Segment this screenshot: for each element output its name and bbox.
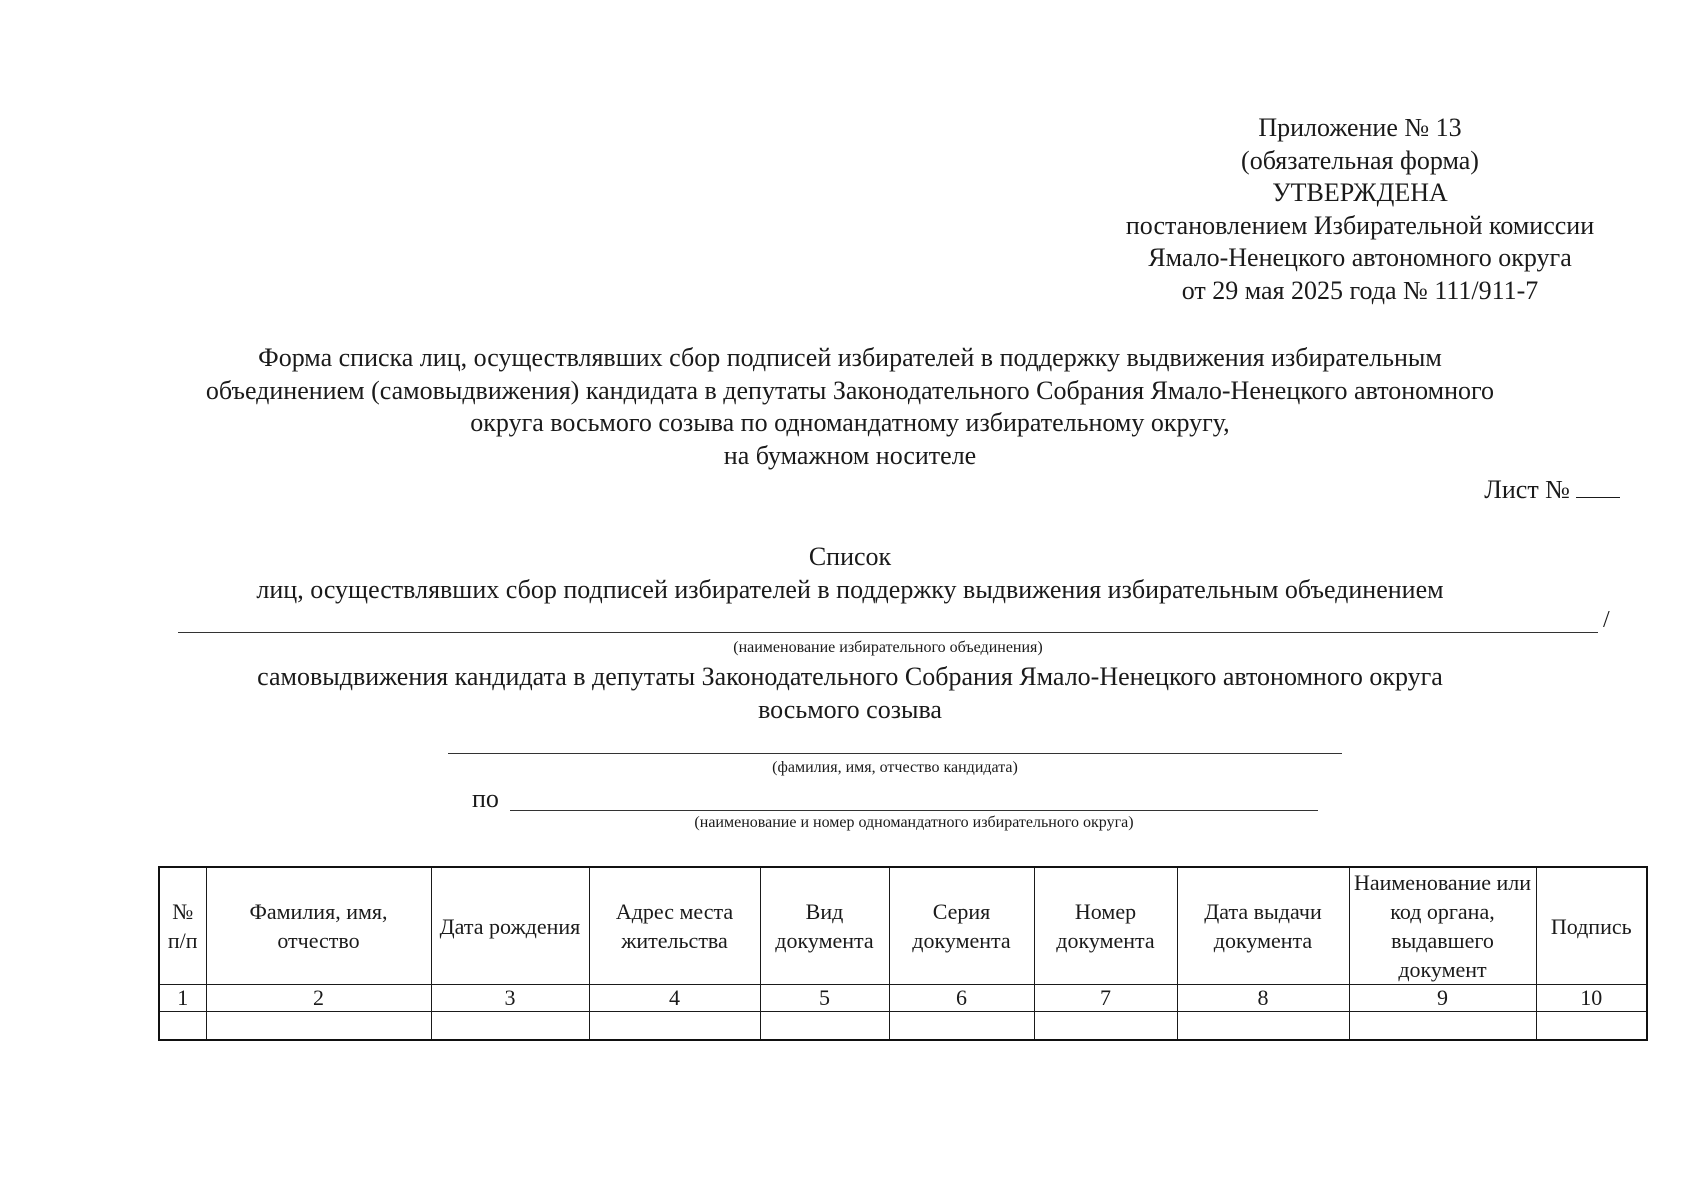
- list-title: Список: [808, 542, 892, 571]
- column-header-signature: Подпись: [1536, 867, 1647, 985]
- approval-block: [1080, 112, 1640, 307]
- table-header-row: [159, 867, 1647, 985]
- form-title-line-2: объединением (самовыдвижения) кандидата в депутаты Законодательного Собрания Ямало-Ненецкого автономного: [205, 375, 1495, 405]
- district-name-line[interactable]: [510, 810, 1318, 811]
- approved-label: УТВЕРЖДЕНА: [1272, 178, 1448, 207]
- column-number: 2: [206, 985, 431, 1012]
- empty-cell-issue-date[interactable]: [1177, 1012, 1349, 1041]
- column-header-document-type: Вид документа: [760, 867, 889, 985]
- region-line: Ямало-Ненецкого автономного округа: [1148, 243, 1572, 272]
- form-title-line-3: округа восьмого созыва по одномандатному избирательному округу,: [470, 408, 1230, 437]
- self-nomination-text: [150, 660, 1550, 726]
- column-number: 9: [1349, 985, 1536, 1012]
- column-number: 5: [760, 985, 889, 1012]
- column-number: 8: [1177, 985, 1349, 1012]
- form-title-line-4: на бумажном носителе: [723, 440, 977, 470]
- self-nomination-line-1: самовыдвижения кандидата в депутаты Законодательного Собрания Ямало-Ненецкого автономного округа: [257, 662, 1443, 691]
- empty-cell-issuing-authority[interactable]: [1349, 1012, 1536, 1041]
- column-header-birth-date: Дата рождения: [431, 867, 589, 985]
- self-nomination-line-2: восьмого созыва: [758, 695, 942, 724]
- district-name-caption: (наименование и номер одномандатного избирательного округа): [694, 814, 1134, 831]
- empty-cell-document-number[interactable]: [1034, 1012, 1177, 1041]
- sheet-number-label: Лист №: [1484, 475, 1570, 504]
- resolution-line: постановлением Избирательной комиссии: [1125, 210, 1595, 240]
- column-header-number: № п/п: [159, 867, 206, 985]
- sheet-number: [1380, 474, 1620, 506]
- empty-cell-signature[interactable]: [1536, 1012, 1647, 1041]
- candidate-name-caption: (фамилия, имя, отчество кандидата): [772, 759, 1018, 776]
- signers-table: [158, 866, 1648, 1041]
- association-name-line[interactable]: [178, 632, 1598, 633]
- candidate-name-line[interactable]: [448, 753, 1342, 754]
- column-number: 7: [1034, 985, 1177, 1012]
- column-number: 3: [431, 985, 589, 1012]
- empty-cell-address[interactable]: [589, 1012, 760, 1041]
- column-number-row: [159, 985, 1647, 1012]
- form-title-line-1: Форма списка лиц, осуществлявших сбор подписей избирателей в поддержку выдвижения избирательным: [258, 343, 1442, 372]
- empty-cell-document-type[interactable]: [760, 1012, 889, 1041]
- list-subtitle: лиц, осуществлявших сбор подписей избирателей в поддержку выдвижения избирательным объединением: [256, 575, 1444, 604]
- mandatory-form-note: (обязательная форма): [1241, 145, 1479, 175]
- column-number: 10: [1536, 985, 1647, 1012]
- sheet-number-blank[interactable]: [1576, 475, 1620, 498]
- empty-cell-document-series[interactable]: [889, 1012, 1034, 1041]
- column-number: 6: [889, 985, 1034, 1012]
- column-number: 1: [159, 985, 206, 1012]
- column-number: 4: [589, 985, 760, 1012]
- column-header-full-name: Фамилия, имя, отчество: [206, 867, 431, 985]
- column-header-issue-date: Дата выдачи документа: [1177, 867, 1349, 985]
- column-header-issuing-authority: Наименование или код органа, выдавшего документ: [1349, 867, 1536, 985]
- form-title: [150, 342, 1550, 472]
- po-label: по: [472, 784, 499, 813]
- empty-cell-number[interactable]: [159, 1012, 206, 1041]
- slash-separator: /: [1603, 607, 1610, 633]
- appendix-number: Приложение № 13: [1258, 113, 1462, 142]
- table-row: [159, 1012, 1647, 1041]
- association-name-caption: (наименование избирательного объединения): [733, 639, 1043, 656]
- column-header-document-series: Серия документа: [889, 867, 1034, 985]
- column-header-document-number: Номер документа: [1034, 867, 1177, 985]
- column-header-address: Адрес места жительства: [589, 867, 760, 985]
- empty-cell-full-name[interactable]: [206, 1012, 431, 1041]
- empty-cell-birth-date[interactable]: [431, 1012, 589, 1041]
- resolution-date-number: от 29 мая 2025 года № 111/911-7: [1181, 275, 1539, 305]
